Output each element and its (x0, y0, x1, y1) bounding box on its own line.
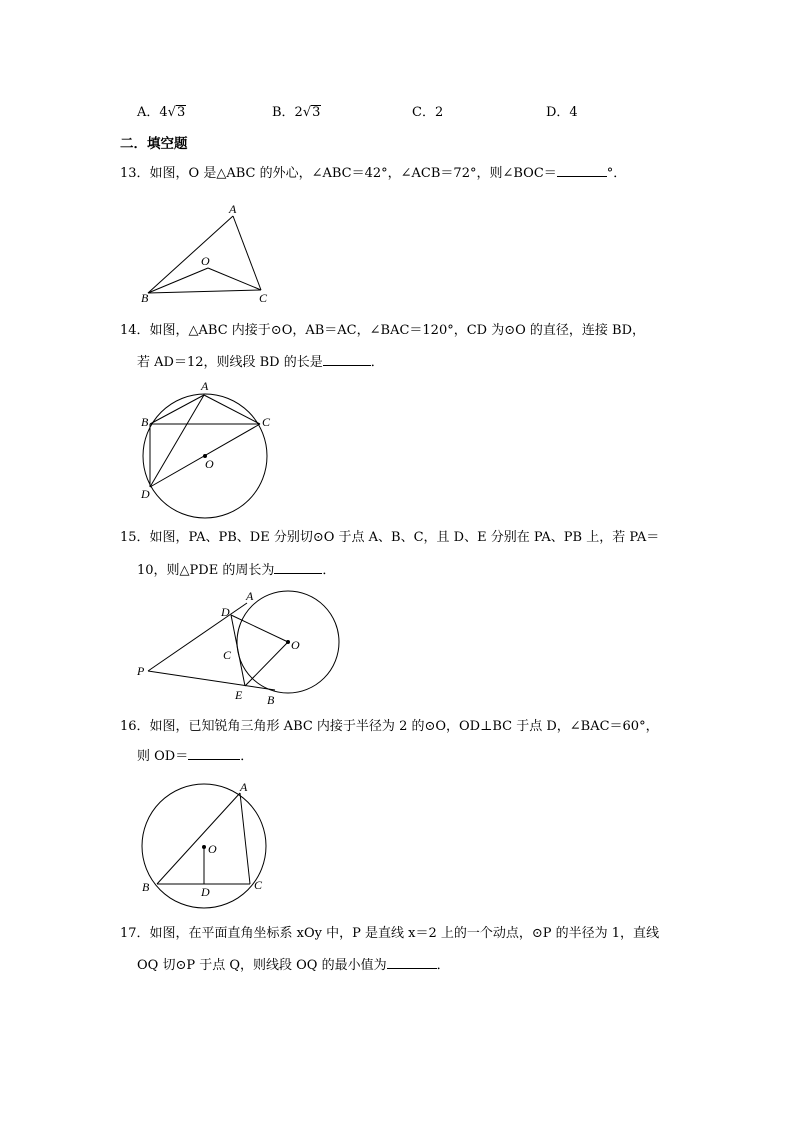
option-b (272, 104, 321, 122)
q15-radius-oe (245, 642, 288, 686)
q14-label-d: D (141, 487, 150, 501)
q16-line2: 则 OD＝ (137, 749, 189, 764)
option-a (137, 104, 186, 122)
q15-label-o: O (291, 638, 300, 652)
q16-line1: 16．如图，已知锐角三角形 ABC 内接于半径为 2 的⊙O，OD⊥BC 于点 D，∠BAC＝60°， (120, 719, 659, 734)
q17-answer-blank (387, 968, 437, 969)
q15-label-a: A (246, 589, 254, 603)
q15-line2-wrap (137, 562, 335, 580)
q14-label-a: A (201, 379, 209, 393)
q13-segment-oc (208, 268, 261, 290)
q15-tangent-de (231, 615, 245, 686)
q15-label-d: D (221, 605, 230, 619)
q14-line2-wrap (137, 354, 384, 372)
q13-line1: 13．如图，O 是△ABC 的外心，∠ABC＝42°，∠ACB＝72°，则∠BOC＝ (120, 166, 557, 181)
q16-label-o: O (208, 842, 217, 856)
q17-line1: 17．如图，在平面直角坐标系 xOy 中，P 是直线 x＝2 上的一个动点，⊙P 的半径为 1，直线 (120, 926, 660, 941)
q15-radius-od (231, 615, 288, 642)
q16-chord-ac (240, 793, 250, 884)
q15-figure (135, 586, 350, 708)
q14-line2: 若 AD＝12，则线段 BD 的长是 (137, 355, 323, 370)
q17-line2-wrap (137, 957, 450, 975)
q16-label-b: B (142, 880, 150, 894)
option-a-prefix: A．4 (137, 105, 168, 120)
q14-answer-blank (323, 365, 371, 366)
q13-figure (135, 198, 285, 308)
q13-side-ab (148, 216, 233, 293)
q13-line1-end: °． (606, 166, 627, 181)
sqrt-sign: √ (302, 105, 312, 120)
option-d: D．4 (546, 105, 578, 120)
q14-label-o: O (205, 457, 214, 471)
q14-line1: 14．如图，△ABC 内接于⊙O，AB＝AC，∠BAC＝120°，CD 为⊙O 的直径，连接 BD， (120, 323, 646, 338)
q16-label-d: D (201, 885, 210, 899)
q16-figure (135, 778, 285, 903)
q14-label-c: C (262, 415, 271, 429)
q17-line2-end: ． (436, 958, 450, 973)
option-b-prefix: B．2 (272, 105, 303, 120)
q15-line1: 15．如图，PA、PB、DE 分别切⊙O 于点 A、B、C，且 D、E 分别在 PA、PB 上，若 PA＝ (120, 530, 660, 545)
q17-line2: OQ 切⊙P 于点 Q，则线段 OQ 的最小值为 (137, 958, 387, 973)
q13-text (120, 165, 626, 183)
q16-label-c: C (254, 878, 263, 892)
q13-label-a: A (229, 202, 237, 216)
option-b-radicand: 3 (312, 105, 321, 120)
q15-tangent-pb (148, 671, 275, 690)
q15-label-c: C (223, 648, 232, 662)
option-c: C．2 (412, 105, 444, 120)
q15-label-e: E (235, 688, 243, 702)
q15-label-p: P (137, 664, 145, 678)
q14-chord-ac (204, 395, 260, 424)
sqrt-sign: √ (167, 105, 176, 120)
q16-center-dot (202, 845, 206, 849)
option-a-radicand: 3 (176, 105, 186, 120)
q13-side-ac (233, 216, 261, 290)
q15-line2: 10，则△PDE 的周长为 (137, 563, 275, 578)
q14-figure (135, 378, 280, 508)
q15-center-dot (286, 640, 290, 644)
q13-label-c: C (259, 291, 268, 305)
q15-tangent-pa (148, 603, 247, 671)
section-title: 二．填空题 (120, 136, 188, 152)
q14-label-b: B (141, 415, 149, 429)
q16-chord-ab (157, 793, 240, 884)
q13-answer-blank (557, 176, 607, 177)
q16-line2-wrap (137, 748, 253, 766)
q13-segment-ob (148, 268, 208, 293)
q16-answer-blank (188, 759, 240, 760)
q15-line2-end: ． (322, 563, 336, 578)
q15-answer-blank (274, 573, 322, 574)
q15-label-b: B (267, 693, 275, 707)
q14-line2-end: ． (370, 355, 384, 370)
q16-label-a: A (240, 780, 248, 794)
q16-line2-end: ． (240, 749, 254, 764)
q13-side-bc (148, 290, 261, 293)
q13-label-b: B (141, 291, 149, 305)
q14-chord-ad (150, 395, 204, 487)
q13-label-o: O (201, 254, 210, 268)
